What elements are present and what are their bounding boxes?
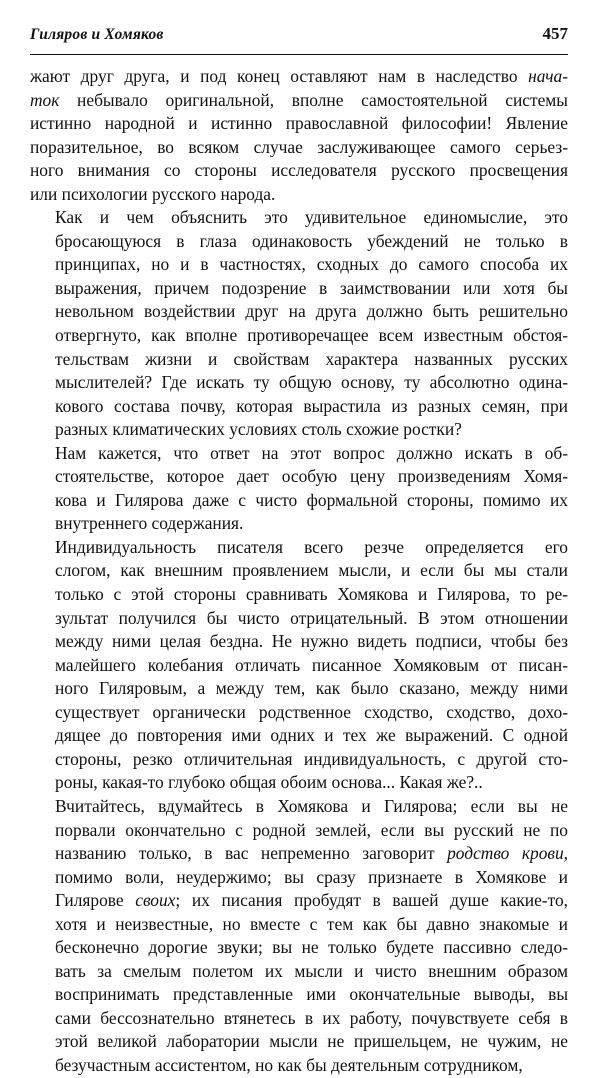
- book-page: [30, 24, 568, 1078]
- text-line: [30, 395, 568, 419]
- text-run: воспринимать представленные ими окончательные выводы, вы: [55, 984, 568, 1005]
- page-number: 457: [542, 24, 568, 43]
- text-run: жают друг друга, и под конец оставляют нам в наследство: [30, 66, 529, 86]
- text-line: [30, 889, 568, 913]
- text-line: [30, 348, 568, 372]
- text-run: только с этой стороны сравнивать Хомякова и Гилярова, то ре-: [55, 584, 568, 605]
- text-run: дящее до повторения ими одних и тех же выражений. С одной: [55, 725, 568, 746]
- text-line: [30, 253, 568, 277]
- text-line: [30, 677, 568, 701]
- text-run: Вчитайтесь, вдумайтесь в Хомякова и Гилярова; если вы не: [55, 795, 568, 816]
- text-line: [30, 795, 568, 819]
- text-line: [30, 230, 568, 254]
- text-line: [30, 771, 568, 795]
- text-run: стоятельстве, которое дает особую цену произведениям Хомя-: [55, 466, 568, 487]
- italic-text: нача-: [528, 66, 568, 86]
- text-run: истинно народной и истинно православной философии! Явление: [30, 113, 568, 134]
- text-line: [30, 112, 568, 136]
- text-run: внутреннего содержания.: [55, 513, 244, 534]
- text-run: между ними целая бездна. Не нужно видеть подписи, чтобы без: [55, 631, 568, 652]
- text-line: [30, 324, 568, 348]
- text-line: [30, 300, 568, 324]
- italic-text: ток: [30, 89, 60, 110]
- text-run: Как и чем объяснить это удивительное единомыслие, это: [55, 207, 568, 228]
- text-line: [30, 206, 568, 230]
- text-run: названию только, в вас непременно заговорит: [55, 843, 448, 864]
- text-line: [30, 536, 568, 560]
- text-line: [30, 277, 568, 301]
- text-line: [30, 819, 568, 843]
- text-run: кова и Гилярова даже с чисто формальной стороны, помимо их: [55, 489, 568, 510]
- text-line: [30, 607, 568, 631]
- text-run: отвергнуто, как вполне противоречащее всем известным обстоя-: [55, 325, 568, 346]
- text-line: [30, 89, 568, 113]
- text-run: или психологии русского народа.: [30, 183, 276, 204]
- text-run: порвали окончательно с родной землей, если вы русский не по: [55, 819, 568, 840]
- italic-text: своих: [135, 890, 176, 911]
- text-run: хотя и неизвестные, но вместе с тем как бы давно знакомые и: [55, 913, 568, 934]
- text-line: [30, 701, 568, 725]
- text-run: Нам кажется, что ответ на этот вопрос должно искать в об-: [55, 442, 568, 463]
- text-run: ного внимания со стороны исследователя русского просвещения: [30, 160, 568, 181]
- text-run: малейшего колебания отличать писанное Хомяковым от писан-: [55, 654, 568, 675]
- text-run: вать за смелым полетом их мысли и чисто внешним образом: [55, 960, 568, 981]
- text-run: сами бессознательно втянетесь в их работу, почувствуете себя в: [55, 1007, 568, 1028]
- text-run: этой великой лаборатории мысли не пришельцем, не чужим, не: [55, 1031, 568, 1052]
- text-line: [30, 65, 568, 89]
- text-line: [30, 465, 568, 489]
- paragraph: [30, 65, 568, 206]
- text-run: существует органически родственное сходство, сходство, дохо-: [55, 701, 568, 722]
- paragraph: [30, 206, 568, 441]
- text-run: зультат получился бы чисто отрицательный. В этом отношении: [55, 607, 568, 628]
- text-run: ; их писания пробудят в вашей душе какие-то,: [175, 890, 568, 911]
- text-line: [30, 512, 568, 536]
- text-run: тельствам жизни и свойствам характера названных русских: [55, 348, 568, 369]
- text-run: принципах, но и в частностях, сходных до самого способа их: [55, 254, 568, 275]
- text-line: [30, 418, 568, 442]
- paragraph: [30, 536, 568, 795]
- text-run: кового состава почву, которая вырастила из разных семян, при: [55, 395, 568, 416]
- italic-text: родство крови: [447, 843, 564, 864]
- text-line: [30, 489, 568, 513]
- text-run: ,: [563, 843, 569, 864]
- text-line: [30, 630, 568, 654]
- paragraph: [30, 795, 568, 1078]
- text-run: стороны, резко отличительная индивидуальность, с другой сто-: [55, 748, 568, 769]
- text-line: [30, 371, 568, 395]
- text-line: [30, 183, 568, 207]
- text-line: [30, 583, 568, 607]
- text-line: [30, 748, 568, 772]
- text-line: [30, 866, 568, 890]
- text-run: Индивидуальность писателя всего резче определяется его: [55, 536, 568, 557]
- text-run: мыслителей? Где искать ту общую основу, ту абсолютно одина-: [55, 372, 568, 393]
- text-run: Гилярове: [55, 890, 136, 911]
- text-line: [30, 559, 568, 583]
- text-line: [30, 983, 568, 1007]
- text-run: невольном воздействии друг на друга должно быть решительно: [55, 301, 568, 322]
- text-line: [30, 842, 568, 866]
- text-run: бросающуюся в глаза одинаковость убеждений не только в: [55, 230, 568, 251]
- text-run: роны, какая-то глубоко общая обоим основа... Какая же?..: [55, 772, 483, 793]
- text-line: [30, 936, 568, 960]
- text-run: безучастным ассистентом, но как бы деятельным сотрудником,: [55, 1054, 523, 1075]
- text-line: [30, 1054, 568, 1078]
- text-line: [30, 1007, 568, 1031]
- text-line: [30, 913, 568, 937]
- text-run: помимо воли, неудержимо; вы сразу признаете в Хомякове и: [55, 866, 568, 887]
- text-run: выражения, причем подозрение в заимствовании или хотя бы: [55, 277, 568, 298]
- running-head: [30, 24, 568, 55]
- text-run: разных климатических условиях столь схожие ростки?: [55, 419, 462, 440]
- text-line: [30, 654, 568, 678]
- text-line: [30, 159, 568, 183]
- text-line: [30, 1030, 568, 1054]
- paragraph: [30, 442, 568, 536]
- text-run: слогом, как внешним проявлением мысли, и если бы мы стали: [55, 560, 568, 581]
- text-run: поразительное, во всяком случае заслуживающее самого серьез-: [30, 136, 568, 157]
- text-line: [30, 136, 568, 160]
- text-line: [30, 960, 568, 984]
- text-line: [30, 724, 568, 748]
- running-title: Гиляров и Хомяков: [30, 26, 164, 43]
- body-text: [30, 65, 568, 1078]
- text-run: небывало оригинальной, вполне самостоятельной системы: [59, 89, 568, 110]
- text-run: ного Гиляровым, а между тем, как было сказано, между ними: [55, 678, 568, 699]
- text-run: бесконечно дорогие звуки; вы не только будете пассивно следо-: [55, 937, 568, 958]
- text-line: [30, 442, 568, 466]
